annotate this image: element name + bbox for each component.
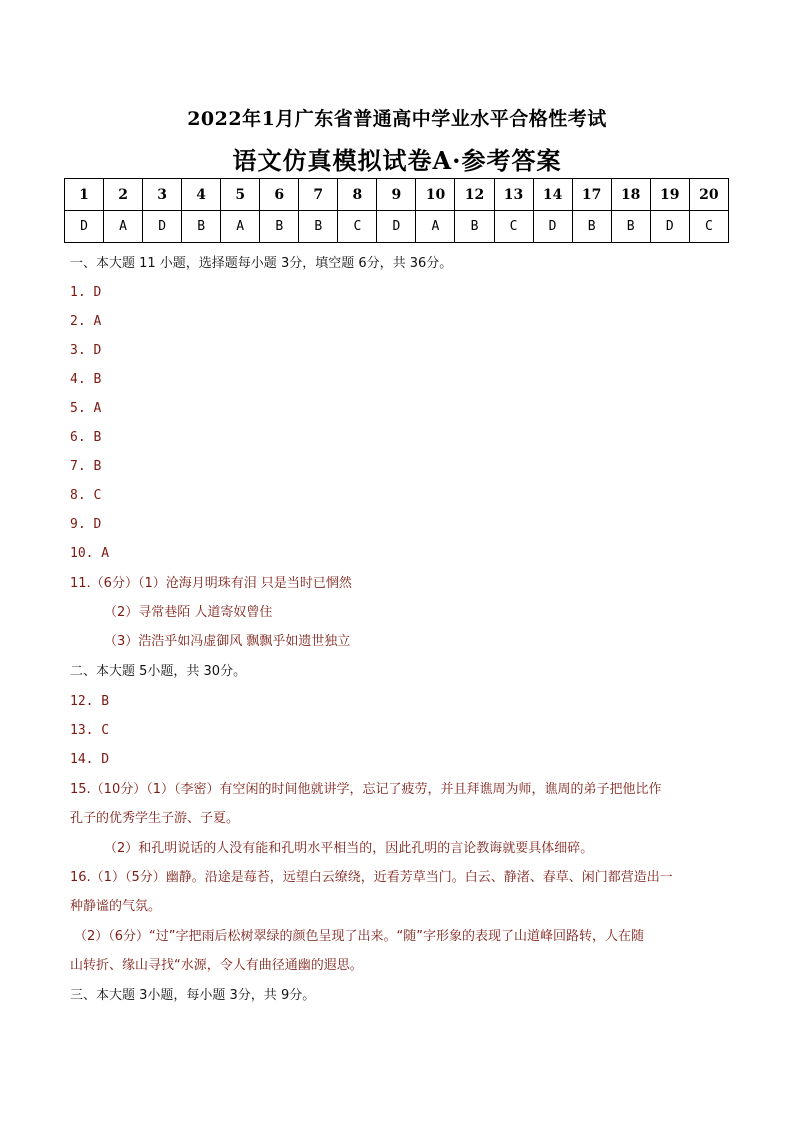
question-number: 19 <box>650 179 689 211</box>
answer-letter: D <box>533 211 572 243</box>
answer-item-q15-part2: （2）和孔明说话的人没有能和孔明水平相当的，因此孔明的言论教诲就要具体细碎。 <box>104 841 594 856</box>
answer-item: 4. B <box>70 372 102 387</box>
answer-item: 5. A <box>70 401 102 416</box>
question-number: 2 <box>104 179 143 211</box>
answer-item: 1. D <box>70 285 102 300</box>
answer-item-q16: 16.（1）（5分）幽静。沿途是莓苔，远望白云缭绕，近看芳草当门。白云、静渚、春草、闲门都营造出一 <box>70 870 673 885</box>
answer-item: 9. D <box>70 517 102 532</box>
answer-letter: B <box>182 211 221 243</box>
answer-item: 12. B <box>70 694 110 709</box>
question-number: 8 <box>338 179 377 211</box>
answer-letter: B <box>299 211 338 243</box>
question-number: 1 <box>65 179 104 211</box>
answer-item-q11-part3: （3）浩浩乎如冯虚御风 飘飘乎如遗世独立 <box>104 634 351 649</box>
question-number: 5 <box>221 179 260 211</box>
answer-letter: D <box>377 211 416 243</box>
page-title: 2022年1月广东省普通高中学业水平合格性考试 <box>187 108 607 130</box>
answer-letter: D <box>143 211 182 243</box>
question-number: 17 <box>572 179 611 211</box>
answer-item-q16-cont: 种静谧的气氛。 <box>70 899 162 914</box>
answer-item-q15: 15.（10分）（1）（李密）有空闲的时间他就讲学，忘记了疲劳，并且拜谯周为师，谯周的弟子把他比作 <box>70 782 662 797</box>
answer-letter: B <box>260 211 299 243</box>
question-number: 7 <box>299 179 338 211</box>
answer-item: 2. A <box>70 314 102 329</box>
answer-item-q15-cont: 孔子的优秀学生子游、子夏。 <box>70 811 240 826</box>
answer-letter: C <box>689 211 728 243</box>
answer-letter: C <box>338 211 377 243</box>
question-number: 12 <box>455 179 494 211</box>
answer-letter: B <box>572 211 611 243</box>
answer-item: 6. B <box>70 430 102 445</box>
question-number: 10 <box>416 179 455 211</box>
question-number: 14 <box>533 179 572 211</box>
question-number: 20 <box>689 179 728 211</box>
answer-item: 8. C <box>70 488 102 503</box>
answer-letter: B <box>455 211 494 243</box>
answer-item: 10. A <box>70 546 110 561</box>
answer-item: 13. C <box>70 723 110 738</box>
answer-item-q16-part2-cont: 山转折、缘山寻找“水源，令人有曲径通幽的遐思。 <box>70 958 363 973</box>
question-number: 9 <box>377 179 416 211</box>
answer-letter: B <box>611 211 650 243</box>
answer-item: 3. D <box>70 343 102 358</box>
answer-letter: A <box>104 211 143 243</box>
question-number: 6 <box>260 179 299 211</box>
section-heading: 二、本大题 5小题，共 30分。 <box>70 664 247 679</box>
answer-item-q11: 11.（6分）（1）沧海月明珠有泪 只是当时已惘然 <box>70 576 352 591</box>
answer-letter: D <box>65 211 104 243</box>
answer-item: 7. B <box>70 459 102 474</box>
answer-item: 14. D <box>70 752 110 767</box>
answer-table-answer-row <box>65 211 729 243</box>
question-number: 4 <box>182 179 221 211</box>
section-heading: 一、本大题 11 小题，选择题每小题 3分，填空题 6分，共 36分。 <box>70 256 453 271</box>
answer-letter: C <box>494 211 533 243</box>
answer-table <box>64 178 729 243</box>
page-subtitle: 语文仿真模拟试卷A·参考答案 <box>232 146 562 175</box>
answer-letter: A <box>416 211 455 243</box>
answer-table-header-row <box>65 179 729 211</box>
section-heading: 三、本大题 3小题，每小题 3分，共 9分。 <box>70 988 316 1003</box>
question-number: 13 <box>494 179 533 211</box>
question-number: 18 <box>611 179 650 211</box>
answer-item-q16-part2: （2）（6分）“过”字把雨后松树翠绿的颜色呈现了出来。“随”字形象的表现了山道峰回路转，人在随 <box>74 929 644 944</box>
answer-letter: A <box>221 211 260 243</box>
answer-letter: D <box>650 211 689 243</box>
question-number: 3 <box>143 179 182 211</box>
answer-item-q11-part2: （2）寻常巷陌 人道寄奴曾住 <box>104 605 273 620</box>
